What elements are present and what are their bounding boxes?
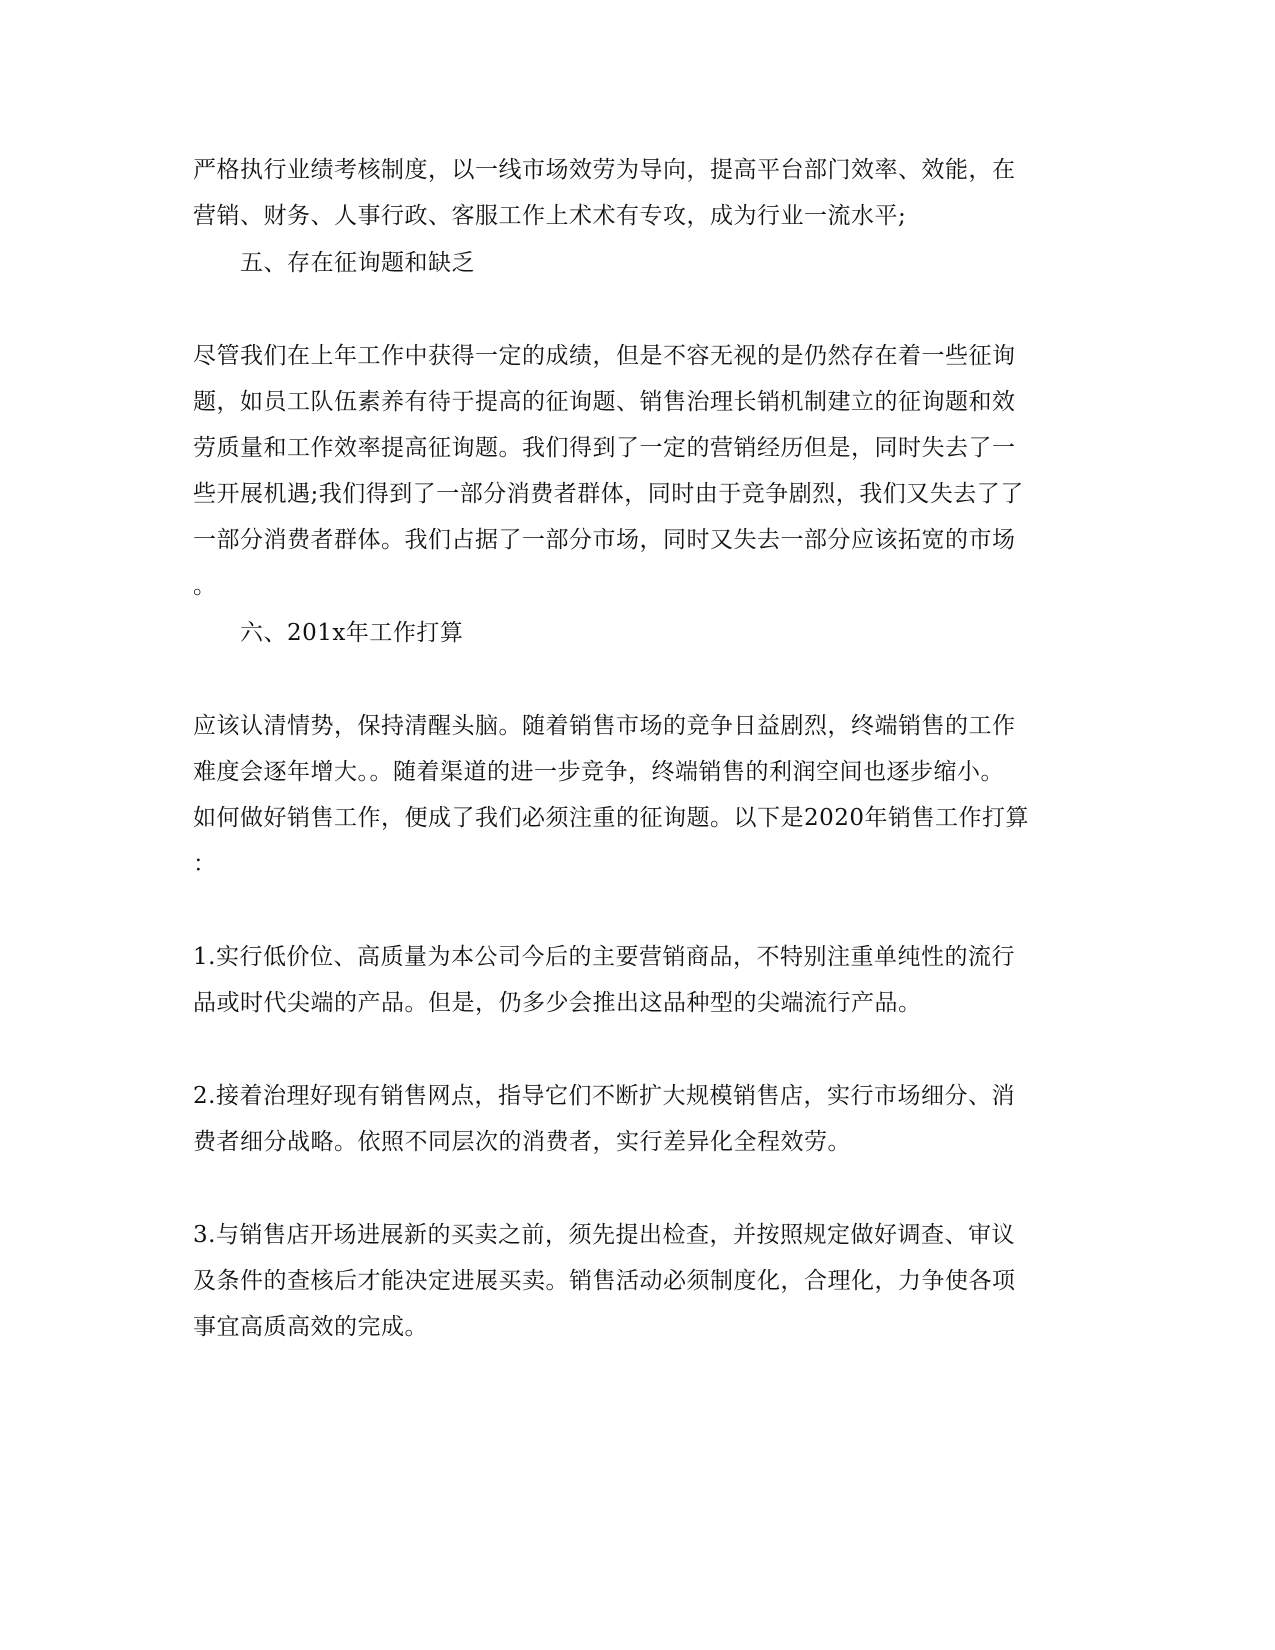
- list-item-line: 2.接着治理好现有销售网点，指导它们不断扩大规模销售店，实行市场细分、消: [193, 1083, 1015, 1109]
- paragraph-line: ：: [193, 851, 217, 877]
- list-item-line: 费者细分战略。依照不同层次的消费者，实行差异化全程效劳。: [193, 1129, 851, 1155]
- list-item-line: 及条件的查核后才能决定进展买卖。销售活动必须制度化，合理化，力争使各项: [193, 1268, 1016, 1294]
- list-item-line: 事宜高质高效的完成。: [193, 1314, 428, 1340]
- paragraph-line: 尽管我们在上年工作中获得一定的成绩，但是不容无视的是仍然存在着一些征询: [193, 343, 1016, 369]
- paragraph-line: 严格执行业绩考核制度，以一线市场效劳为导向，提高平台部门效率、效能，在: [193, 157, 1016, 183]
- paragraph-line: 如何做好销售工作，便成了我们必须注重的征询题。以下是2020年销售工作打算: [193, 805, 1030, 831]
- paragraph-line: 题，如员工队伍素养有待于提高的征询题、销售治理长销机制建立的征询题和效: [193, 389, 1016, 415]
- paragraph-line: 一部分消费者群体。我们占据了一部分市场，同时又失去一部分应该拓宽的市场: [193, 527, 1016, 553]
- list-item-line: 品或时代尖端的产品。但是，仍多少会推出这品种型的尖端流行产品。: [193, 990, 922, 1016]
- list-item-line: 1.实行低价位、高质量为本公司今后的主要营销商品，不特别注重单纯性的流行: [193, 944, 1015, 970]
- paragraph-line: 。: [193, 573, 217, 599]
- paragraph-line: 难度会逐年增大。。随着渠道的进一步竞争，终端销售的利润空间也逐步缩小。: [193, 759, 1004, 785]
- section-heading: 六、201x年工作打算: [240, 620, 464, 646]
- paragraph-line: 营销、财务、人事行政、客服工作上术术有专攻，成为行业一流水平;: [193, 203, 907, 229]
- paragraph-line: 应该认清情势，保持清醒头脑。随着销售市场的竞争日益剧烈，终端销售的工作: [193, 713, 1016, 739]
- list-item-line: 3.与销售店开场进展新的买卖之前，须先提出检查，并按照规定做好调查、审议: [193, 1222, 1015, 1248]
- paragraph-line: 些开展机遇;我们得到了一部分消费者群体，同时由于竞争剧烈，我们又失去了了: [193, 481, 1024, 507]
- section-heading: 五、存在征询题和缺乏: [240, 250, 475, 276]
- paragraph-line: 劳质量和工作效率提高征询题。我们得到了一定的营销经历但是，同时失去了一: [193, 435, 1016, 461]
